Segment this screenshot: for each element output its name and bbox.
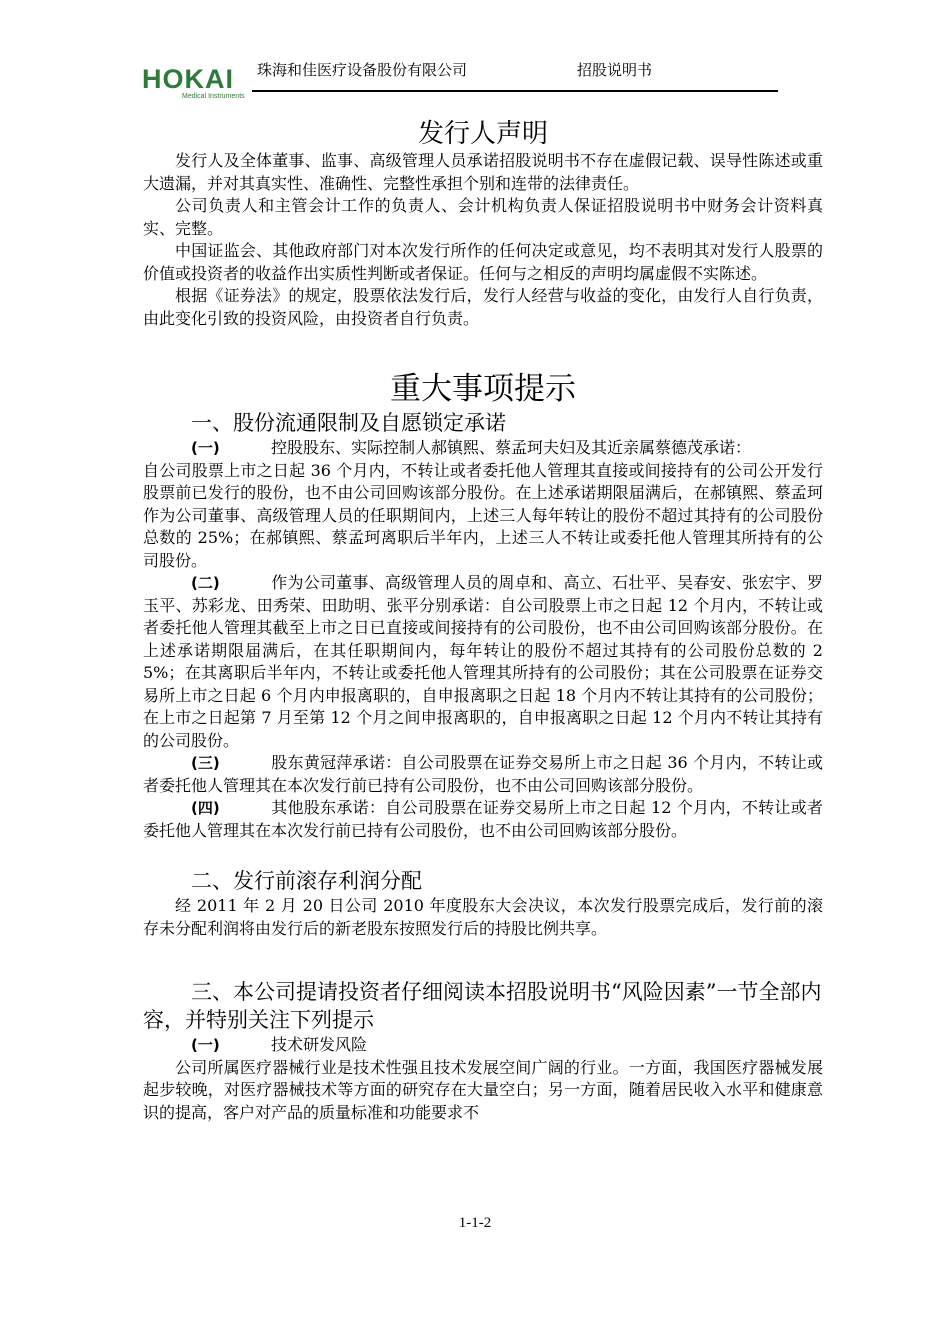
item-lead: 控股股东、实际控制人郝镇熙、蔡孟珂夫妇及其近亲属蔡德茂承诺：: [271, 438, 752, 457]
paragraph: 根据《证券法》的规定，股票依法发行后，发行人经营与收益的变化，由发行人自行负责，由此变化引致的投资风险，由投资者自行负责。: [143, 286, 823, 328]
heading-risk-factors: 三、本公司提请投资者仔细阅读本招股说明书“风险因素”一节全部内容，并特别关注下列提示: [143, 980, 822, 1032]
paragraph: 公司所属医疗器械行业是技术性强且技术发展空间广阔的行业。一方面，我国医疗器械发展起步较晚，对医疗器械技术等方面的研究存在大量空白；另一方面，随着居民收入水平和健康意识的提高，客户对产品的质量标准和功能要求不: [143, 1057, 823, 1122]
page-header: [142, 58, 778, 102]
logo-subtitle: Medical Instruments: [182, 93, 245, 100]
heading-lockup-commitment: 一、股份流通限制及自愿锁定承诺: [191, 411, 506, 435]
page-number: 1-1-2: [458, 1215, 492, 1231]
list-item: [143, 1034, 823, 1057]
list-item: [143, 437, 823, 460]
item-lead: 技术研发风险: [271, 1035, 368, 1054]
logo-text: HOKAI: [142, 64, 234, 94]
item-number: (三): [191, 754, 220, 772]
list-item: [143, 797, 823, 842]
paragraph: 中国证监会、其他政府部门对本次发行所作的任何决定或意见，均不表明其对发行人股票的价值或投资者的收益作出实质性判断或者保证。任何与之相反的声明均属虚假不实陈述。: [143, 241, 823, 283]
item-number: (四): [191, 799, 220, 817]
list-item: [143, 572, 823, 752]
section-title-issuer-statement: 发行人声明: [417, 119, 548, 149]
paragraph: 公司负责人和主管会计工作的负责人、会计机构负责人保证招股说明书中财务会计资料真实、完整。: [143, 196, 823, 238]
document-body: [143, 118, 823, 1124]
item-lead: 股东黄冠萍承诺：自公司股票在证券交易所上市之日起 36 个月内，不转让或者委托他人管理其在本次发行前已持有公司股份，也不由公司回购该部分股份。: [143, 753, 823, 795]
header-document-title: 招股说明书: [577, 61, 653, 79]
item-lead: 作为公司董事、高级管理人员的周卓和、高立、石壮平、吴春安、张宏宇、罗玉平、苏彩龙、田秀荣、田助明、张平分别承诺：自公司股票上市之日起 12 个月内，不转让或者委托他人管理其截至上市之日已直接或间接持有的公司股份，也不由公司回购该部分股份。在上述承诺期限届满后，在其任职期间内，每年转让的股份不超过其持有的公司股份总数的 25%；在其离职后半年内，不转让或委托他人管理其所持有的公司股份；其在公司股票在证券交易所上市之日起 6 个月内申报离职的，自申报离职之日起 18 个月内不转让其持有的公司股份；在上市之日起第 7 月至第 12 个月之间申报离职的，自申报离职之日起 12 个月内不转让其持有的公司股份。: [143, 573, 823, 750]
header-rule: [252, 90, 778, 92]
item-lead: 其他股东承诺：自公司股票在证券交易所上市之日起 12 个月内，不转让或者委托他人管理其在本次发行前已持有公司股份，也不由公司回购该部分股份。: [143, 798, 823, 840]
company-logo: [142, 64, 254, 100]
paragraph: 经 2011 年 2 月 20 日公司 2010 年度股东大会决议，本次发行股票完成后，发行前的滚存未分配利润将由发行后的新老股东按照发行后的持股比例共享。: [143, 896, 823, 938]
list-item: [143, 752, 823, 797]
heading-profit-distribution: 二、发行前滚存利润分配: [191, 869, 422, 893]
item-number: (一): [191, 439, 220, 457]
item-number: (二): [191, 574, 220, 592]
paragraph: 发行人及全体董事、监事、高级管理人员承诺招股说明书不存在虚假记载、误导性陈述或重大遗漏，并对其真实性、准确性、完整性承担个别和连带的法律责任。: [143, 151, 823, 193]
section-title-major-matters: 重大事项提示: [390, 371, 576, 407]
header-company-name: 珠海和佳医疗设备股份有限公司: [257, 61, 468, 79]
item-number: (一): [191, 1036, 220, 1054]
item-body: 自公司股票上市之日起 36 个月内，不转让或者委托他人管理其直接或间接持有的公司公开发行股票前已发行的股份，也不由公司回购该部分股份。在上述承诺期限届满后，在郝镇熙、蔡孟珂作为公司董事、高级管理人员的任职期间内，上述三人每年转让的股份不超过其持有的公司股份总数的 25%；在郝镇熙、蔡孟珂离职后半年内，上述三人不转让或委托他人管理其所持有的公司股份。: [143, 460, 823, 570]
